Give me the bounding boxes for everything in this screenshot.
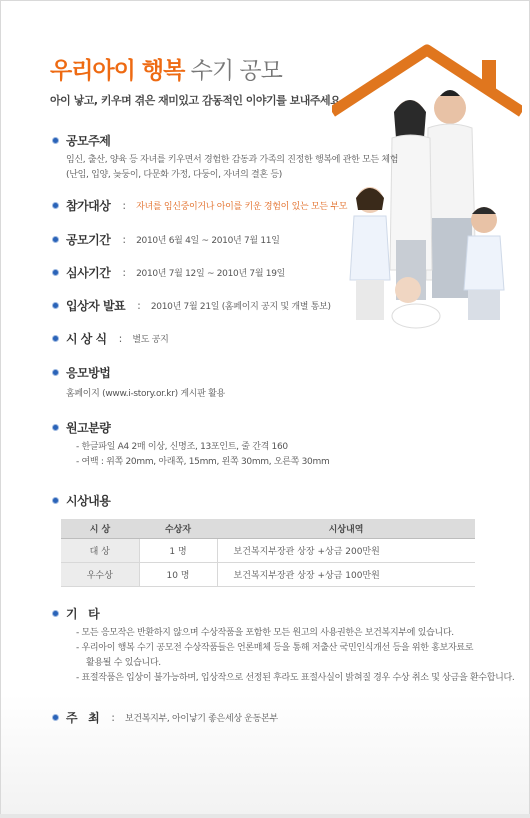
etc-line: 활용될 수 있습니다. <box>86 658 161 668</box>
chimney-shape <box>482 60 496 90</box>
theme-label: 공모주제 <box>66 134 111 148</box>
section-host <box>52 707 278 726</box>
bullet-icon <box>52 714 59 721</box>
theme-body <box>66 153 398 183</box>
theme-line: (난임, 입양, 늦둥이, 다문화 가정, 다둥이, 자녀의 결혼 등) <box>66 170 282 180</box>
period-label: 공모기간 <box>66 233 111 247</box>
ceremony-label: 시 상 식 <box>66 332 107 346</box>
bullet-icon <box>52 610 59 617</box>
section-theme <box>52 130 110 149</box>
announce-colon: : <box>137 299 141 312</box>
period-colon: : <box>122 233 127 246</box>
page-title <box>50 52 282 85</box>
prize-rank: 우수상 <box>61 563 139 587</box>
table-row <box>61 539 475 563</box>
prize-count: 1 명 <box>139 539 217 563</box>
method-label: 응모방법 <box>66 366 111 380</box>
prize-header-row <box>61 519 475 539</box>
bullet-icon <box>52 202 59 209</box>
section-ceremony <box>52 328 169 347</box>
page-subtitle: 아이 낳고, 키우며 겪은 재미있고 감동적인 이야기를 보내주세요 <box>50 94 341 107</box>
bullet-icon <box>52 335 59 342</box>
table-row <box>61 563 475 587</box>
prize-detail: 보건복지부장관 상장 +상금 100만원 <box>217 563 475 587</box>
section-review <box>52 262 285 281</box>
review-label: 심사기간 <box>66 266 111 280</box>
girl-figure <box>350 187 390 320</box>
etc-line: - 우리아이 행복 수기 공모전 수상작품들은 언론매체 등을 통해 저출산 국민인식개선 등을 위한 홍보자료로 <box>76 643 474 653</box>
host-label: 주 최 <box>66 711 100 725</box>
bullet-icon <box>52 269 59 276</box>
section-announce <box>52 295 331 314</box>
prizes-label: 시상내용 <box>66 494 111 508</box>
length-body <box>76 440 329 470</box>
section-etc <box>52 603 99 622</box>
prize-header-cell: 수상자 <box>139 519 217 539</box>
bullet-icon <box>52 137 59 144</box>
prize-header-cell: 시 상 <box>61 519 139 539</box>
prize-detail: 보건복지부장관 상장 +상금 200만원 <box>217 539 475 563</box>
length-label: 원고분량 <box>66 421 111 435</box>
title-highlight: 우리아이 행복 <box>50 58 185 84</box>
etc-line: - 표절작품은 입상이 불가능하며, 입상작으로 선정된 후라도 표절사실이 밝혀질 경우 수상 취소 및 상금을 환수합니다. <box>76 673 515 683</box>
section-period <box>52 229 280 248</box>
host-value: 보건복지부, 아이낳기 좋은세상 운동본부 <box>124 714 278 724</box>
theme-line: 임신, 출산, 양육 등 자녀를 키우면서 경험한 감동과 가족의 진정한 행복에 관한 모든 체험 <box>66 155 399 165</box>
method-body: 홈페이지 (www.i-story.or.kr) 게시판 활용 <box>66 389 225 399</box>
section-eligibility <box>52 195 347 214</box>
review-colon: : <box>122 266 127 279</box>
prize-table <box>61 519 475 587</box>
prize-count: 10 명 <box>139 563 217 587</box>
section-prizes <box>52 490 110 509</box>
bottom-border <box>0 814 530 818</box>
title-rest: 수기 공모 <box>184 58 282 84</box>
length-line: - 한글파일 A4 2매 이상, 신명조, 13포인트, 줄 간격 160 <box>76 442 288 452</box>
prize-header-cell: 시상내역 <box>217 519 475 539</box>
eligibility-label: 참가대상 <box>66 199 111 213</box>
section-length <box>52 417 110 436</box>
review-value: 2010년 7월 12일 ~ 2010년 7월 19일 <box>136 269 286 279</box>
eligibility-value: 자녀를 임신중이거나 아이를 키운 경험이 있는 모든 부모 <box>136 202 348 212</box>
period-value: 2010년 6월 4일 ~ 2010년 7월 11일 <box>136 236 280 246</box>
prize-rank: 대 상 <box>61 539 139 563</box>
ceremony-value: 별도 공지 <box>132 335 169 345</box>
mother-figure <box>390 100 432 300</box>
bullet-icon <box>52 497 59 504</box>
ceremony-colon: : <box>118 332 123 345</box>
etc-body <box>76 626 514 686</box>
etc-label: 기 타 <box>66 607 100 621</box>
announce-label: 입상자 발표 <box>66 299 126 313</box>
bullet-icon <box>52 369 59 376</box>
bullet-icon <box>52 236 59 243</box>
announce-value: 2010년 7월 21일 (홈페이지 공지 및 개별 통보) <box>150 302 331 312</box>
host-colon: : <box>111 711 115 724</box>
section-method <box>52 362 110 381</box>
bullet-icon <box>52 424 59 431</box>
etc-line: - 모든 응모작은 반환하지 않으며 수상작품을 포함한 모든 원고의 사용권한은 보건복지부에 있습니다. <box>76 628 454 638</box>
family-photo <box>332 40 522 340</box>
eligibility-colon: : <box>122 199 127 212</box>
length-line: - 여백 : 위쪽 20mm, 아래쪽, 15mm, 왼쪽 30mm, 오른쪽 30mm <box>76 457 330 467</box>
bullet-icon <box>52 302 59 309</box>
